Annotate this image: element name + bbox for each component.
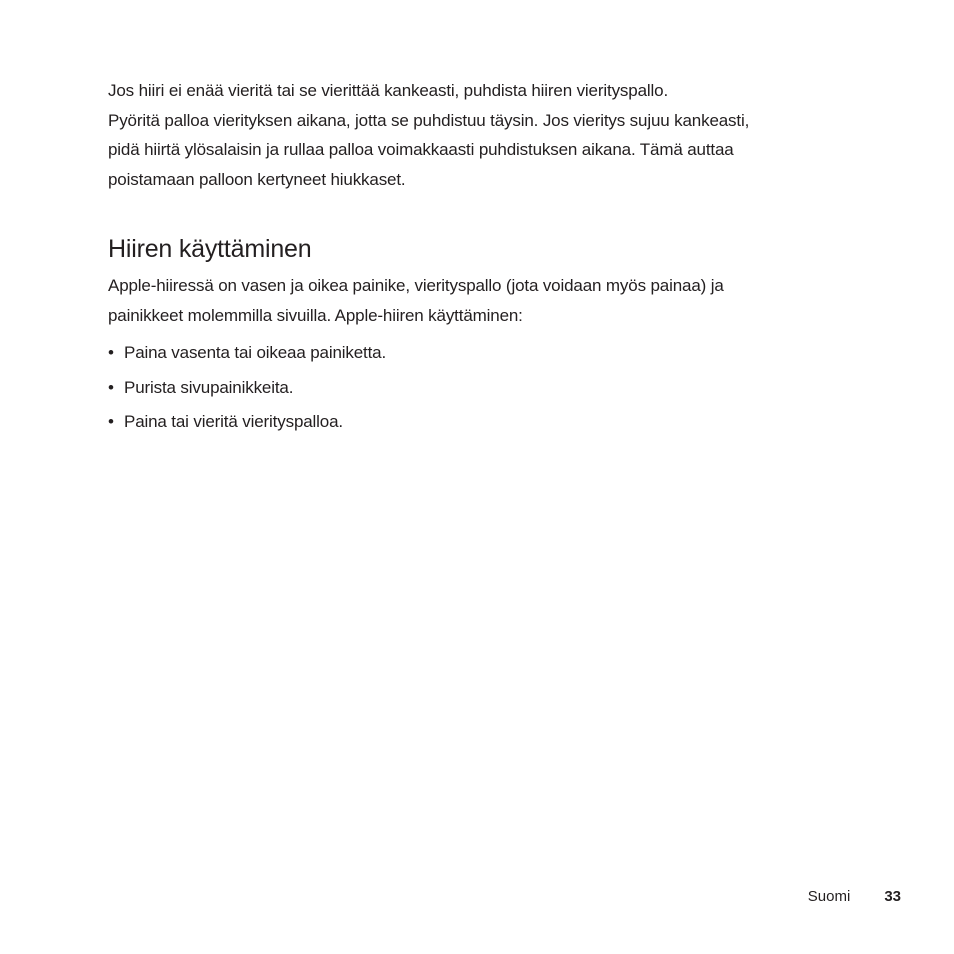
list-item <box>108 405 878 440</box>
page-footer <box>808 886 901 908</box>
bullet-symbol: • <box>108 377 114 397</box>
footer-section-name: Suomi <box>807 888 851 905</box>
list-item <box>108 336 878 371</box>
intro-line: Jos hiiri ei enää vieritä tai se vierittää kankeasti, puhdista hiiren vierityspallo. <box>108 81 669 100</box>
section-body <box>108 271 878 440</box>
intro-paragraph <box>108 76 878 194</box>
intro-line: Pyöritä palloa vierityksen aikana, jotta se puhdistuu täysin. Jos vieritys sujuu kankeasti, <box>108 110 750 130</box>
section-heading: Hiiren käyttäminen <box>108 235 312 263</box>
bullet-symbol: • <box>108 343 114 362</box>
list-item-text: Purista sivupainikkeita. <box>124 377 294 397</box>
list-item <box>108 371 878 406</box>
section-line: painikkeet molemmilla sivuilla. Apple-hiiren käyttäminen: <box>108 305 523 325</box>
list-item-text: Paina tai vieritä vierityspalloa. <box>124 412 343 431</box>
bullet-symbol: • <box>108 412 114 431</box>
intro-line: poistamaan palloon kertyneet hiukkaset. <box>108 169 406 189</box>
section-paragraph <box>108 271 878 330</box>
page-number: 33 <box>884 888 901 905</box>
page-content <box>108 76 878 431</box>
section-line: Apple-hiiressä on vasen ja oikea painike, vierityspallo (jota voidaan myös painaa) ja <box>108 276 724 295</box>
bullet-list <box>108 336 878 440</box>
intro-line: pidä hiirtä ylösalaisin ja rullaa palloa voimakkaasti puhdistuksen aikana. Tämä auttaa <box>108 140 734 159</box>
list-item-text: Paina vasenta tai oikeaa painiketta. <box>124 343 387 362</box>
